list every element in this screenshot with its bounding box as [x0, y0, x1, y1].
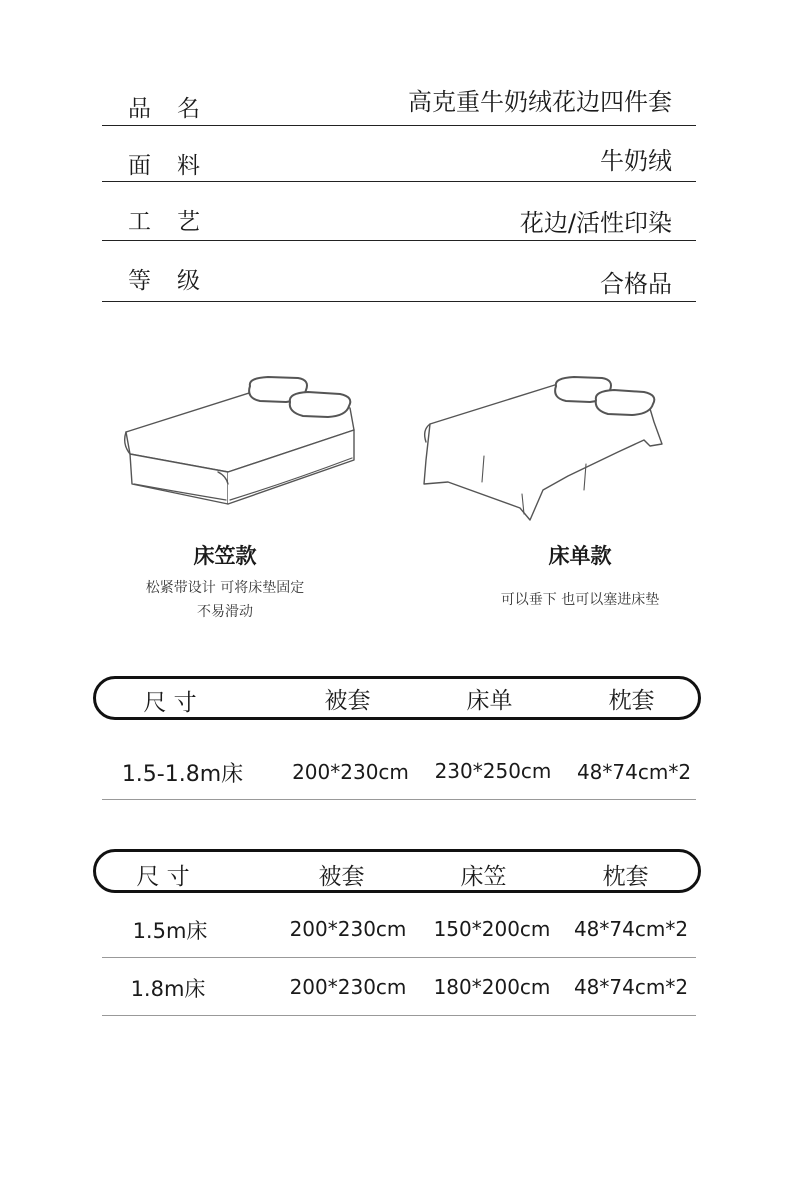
- duvet-size-value: 200*230cm: [289, 975, 407, 999]
- fitted-sheet-bed-illustration: [118, 372, 363, 512]
- spec-label: 品名: [128, 96, 226, 122]
- spec-value: 合格品: [600, 270, 672, 298]
- fitted-sheet-size-value: 150*200cm: [433, 917, 551, 941]
- fitted-style-title: 床笠款: [193, 544, 257, 568]
- flat-sheet-bed-illustration: [418, 372, 670, 522]
- duvet-header-label: 被套: [318, 864, 365, 890]
- spec-value: 牛奶绒: [600, 147, 672, 175]
- spec-label: 工艺: [128, 209, 226, 235]
- duvet-size-value: 200*230cm: [289, 917, 407, 941]
- size-value: 1.5-1.8m床: [121, 762, 244, 787]
- fitted-style-desc: 不易滑动: [197, 604, 253, 620]
- flat-style-title: 床单款: [548, 544, 612, 568]
- size-value: 1.5m床: [132, 919, 208, 943]
- flat-style-desc: 可以垂下 也可以塞进床垫: [500, 592, 660, 608]
- table-row-divider: [102, 957, 696, 958]
- sheet-size-value: 230*250cm: [434, 759, 552, 783]
- sheet-header-label: 床单: [466, 688, 513, 714]
- duvet-header-label: 被套: [324, 688, 371, 714]
- pillowcase-header-label: 枕套: [608, 688, 655, 714]
- pillowcase-size-value: 48*74cm*2: [576, 760, 692, 784]
- size-value: 1.8m床: [130, 977, 206, 1001]
- spec-value: 花边/活性印染: [519, 209, 672, 237]
- pillowcase-size-value: 48*74cm*2: [573, 975, 689, 999]
- spec-value: 高克重牛奶绒花边四件套: [408, 88, 672, 116]
- size-header-label: 尺 寸: [136, 864, 190, 890]
- spec-row: [102, 70, 696, 126]
- fitted-sheet-header-label: 床笠: [460, 864, 507, 890]
- spec-row: [102, 240, 696, 302]
- spec-row: [102, 181, 696, 241]
- fitted-style-desc: 松紧带设计 可将床垫固定: [145, 580, 305, 596]
- pillowcase-header-label: 枕套: [602, 864, 649, 890]
- table-row-divider: [102, 799, 696, 800]
- table-row-divider: [102, 1015, 696, 1016]
- spec-label: 面料: [128, 153, 226, 179]
- pillowcase-size-value: 48*74cm*2: [573, 917, 689, 941]
- fitted-sheet-size-value: 180*200cm: [433, 975, 551, 999]
- duvet-size-value: 200*230cm: [292, 760, 409, 784]
- spec-row: [102, 125, 696, 182]
- size-header-label: 尺 寸: [143, 690, 197, 716]
- spec-label: 等级: [128, 268, 226, 294]
